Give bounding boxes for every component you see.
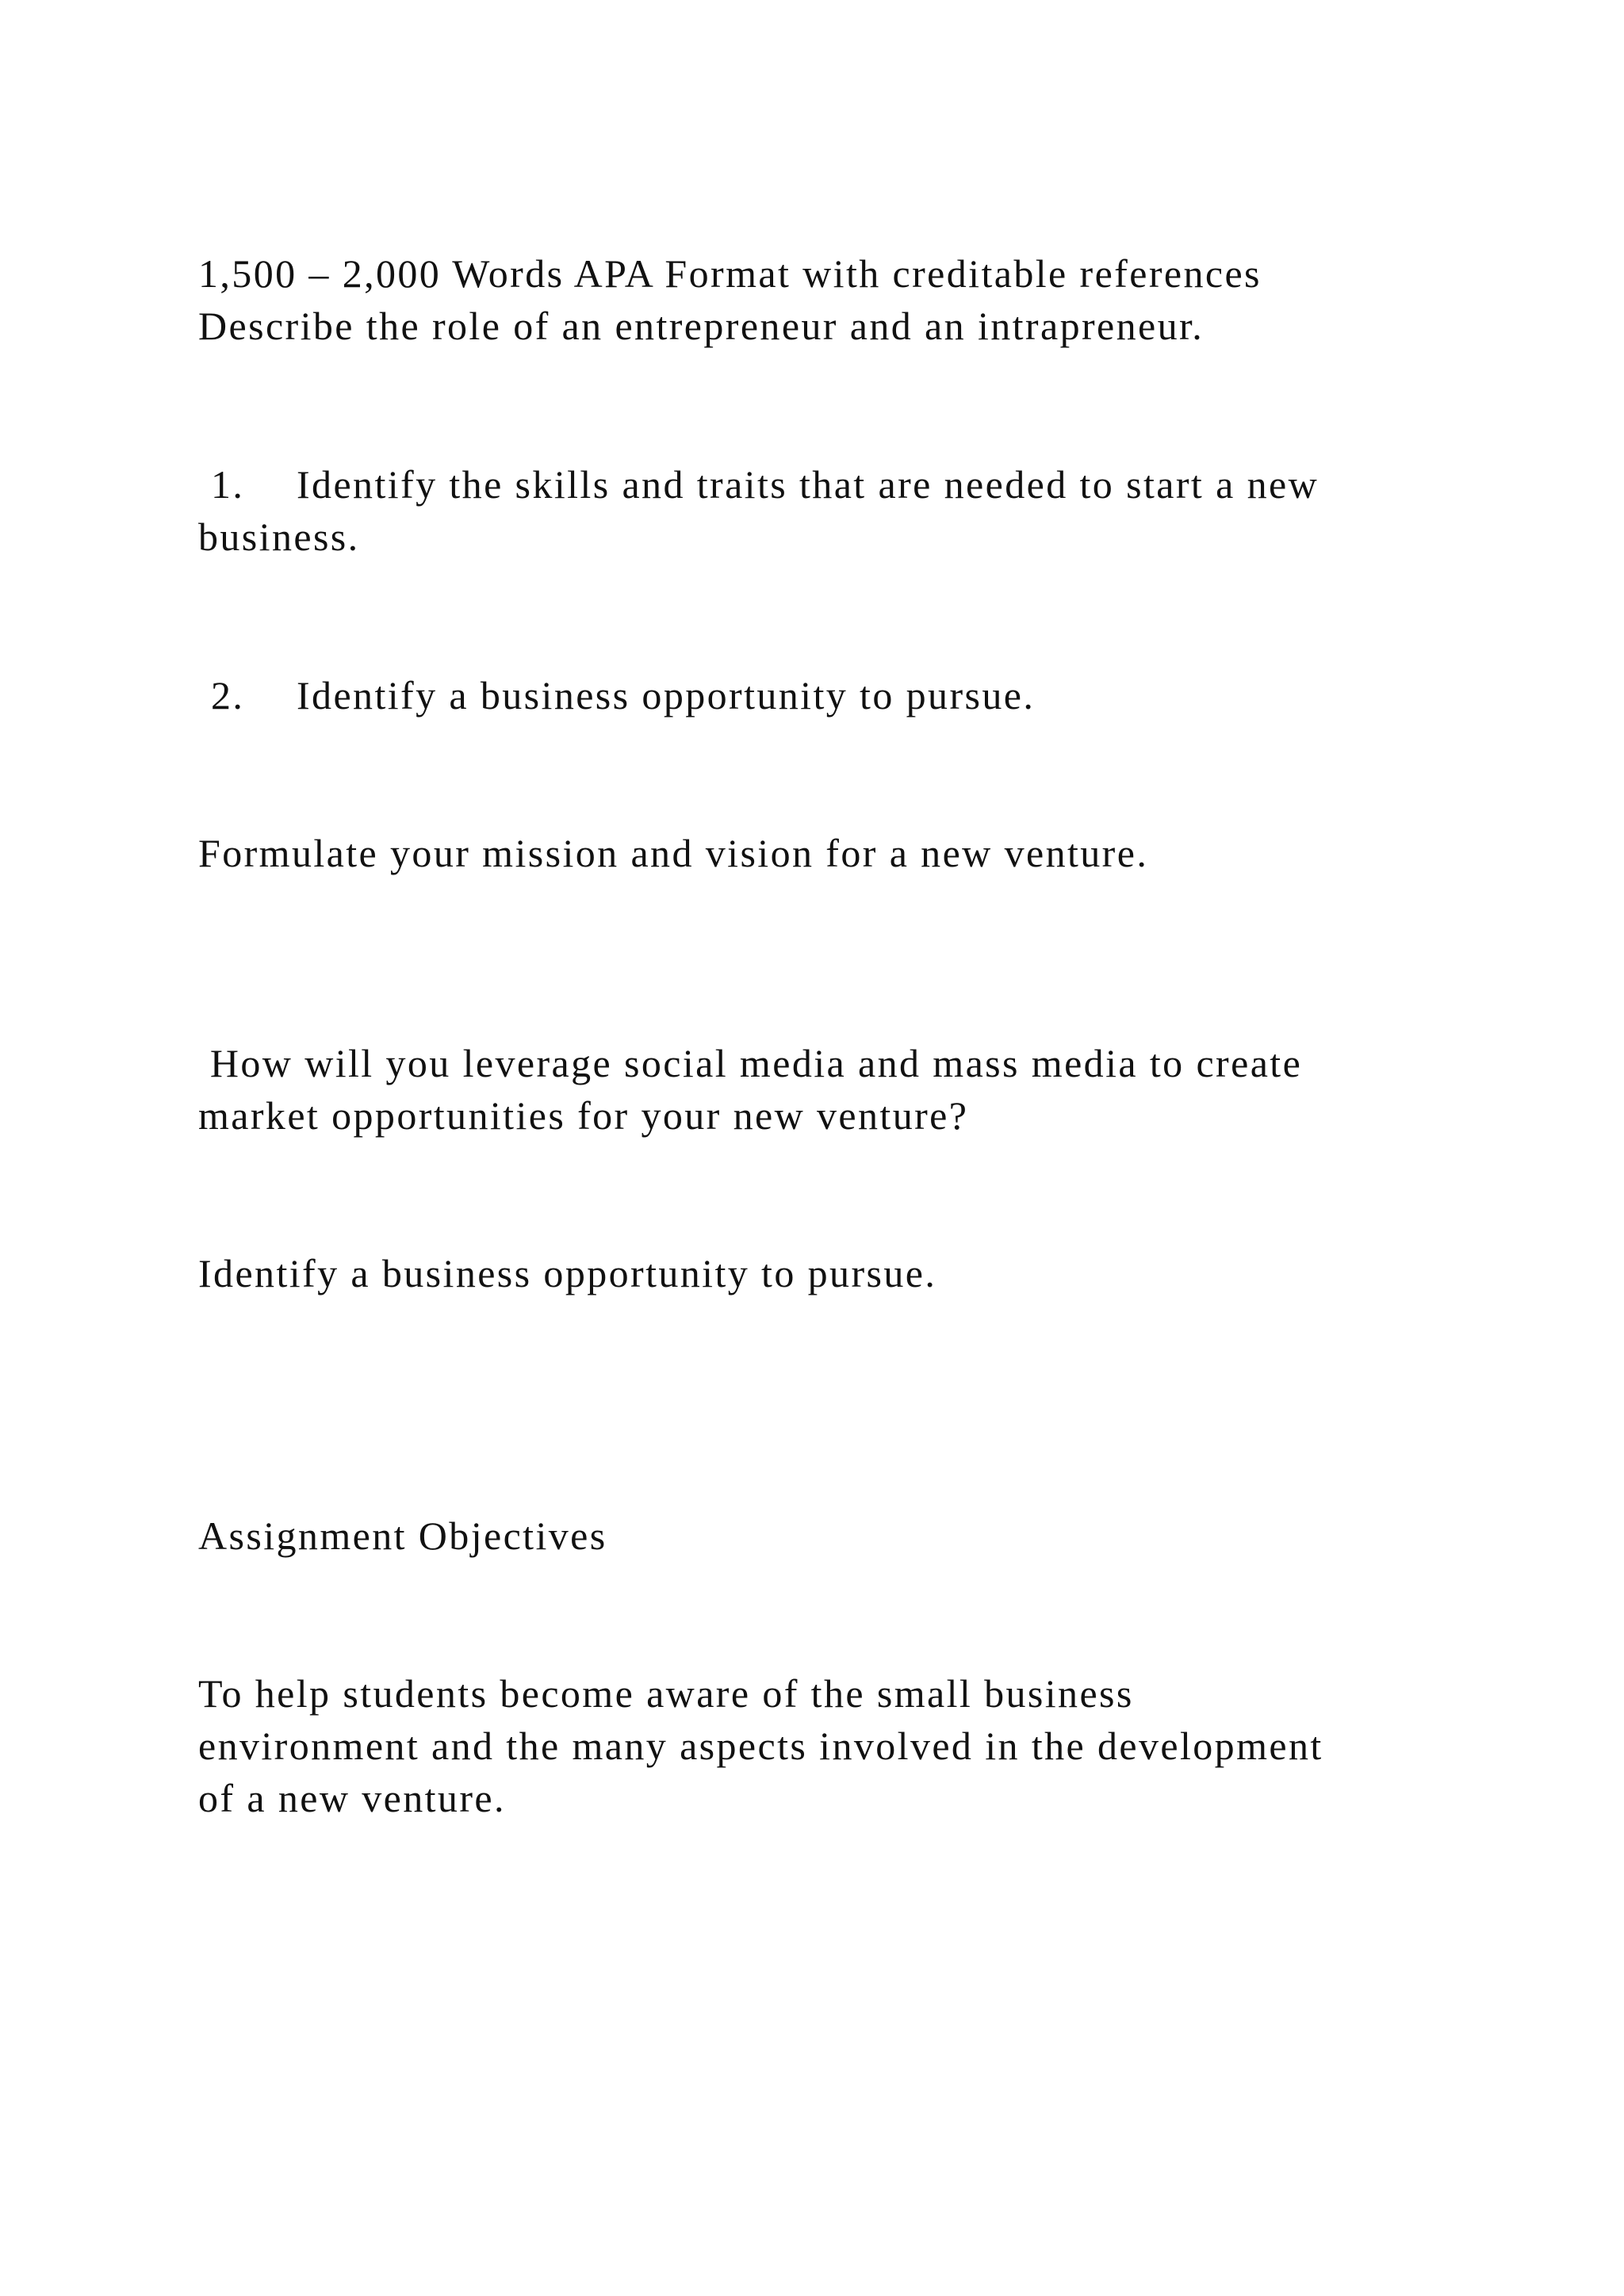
- list-item-2-number: 2.: [211, 673, 245, 718]
- media-prompt-line-1: How will you leverage social media and mass media to create: [198, 1041, 1303, 1085]
- opportunity-prompt: Identify a business opportunity to pursue.: [198, 1251, 937, 1295]
- list-item-1-text: Identify the skills and traits that are needed to start a new: [297, 462, 1320, 507]
- header-line-1: 1,500 – 2,000 Words APA Format with creditable references: [198, 251, 1262, 296]
- objectives-heading: Assignment Objectives: [198, 1513, 607, 1558]
- header-line-2: Describe the role of an entrepreneur and an intrapreneur.: [198, 304, 1205, 348]
- media-prompt-line-2: market opportunities for your new venture?: [198, 1093, 969, 1138]
- objectives-line-3: of a new venture.: [198, 1776, 506, 1820]
- objectives-line-2: environment and the many aspects involved in the development: [198, 1724, 1323, 1768]
- list-item-1-number: 1.: [211, 462, 245, 507]
- objectives-line-1: To help students become aware of the small business: [198, 1671, 1134, 1716]
- mission-prompt: Formulate your mission and vision for a new venture.: [198, 831, 1149, 875]
- list-item-1-line-2: business.: [198, 515, 360, 559]
- list-item-2-text: Identify a business opportunity to pursue.: [297, 673, 1036, 718]
- list-item-1-line-1: [198, 458, 1319, 511]
- list-item-2: [198, 669, 1035, 721]
